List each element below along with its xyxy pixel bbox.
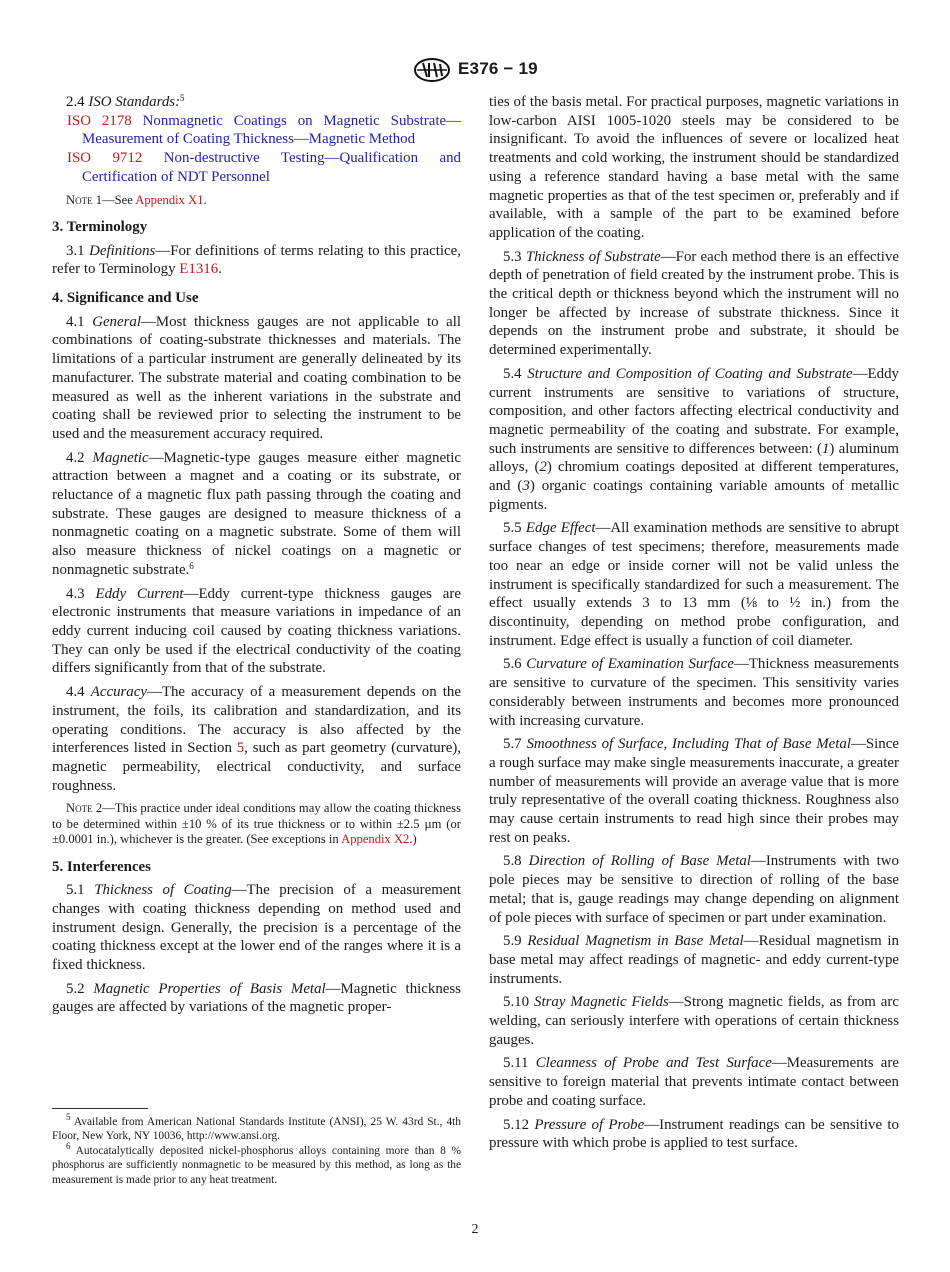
paragraph-5-10: 5.10 Stray Magnetic Fields—Strong magnetic fields, as from arc welding, can seriously interfere with operations of certain thickness gauges. — [489, 994, 899, 1048]
footnote-5: $^5$ Available from American National Standards Institute (ANSI), 25 W. 43rd St., 4th Floor, New York, NY 10036, http://www.ansi.org. — [52, 1112, 461, 1143]
paragraph-5-5: 5.5 Edge Effect—All examination methods are sensitive to abrupt surface changes of test specimens; therefore, measurements made too near an edge or inside corner will not be valid unless the instrument is specifically standardized for such a measurement. The effect usually extends 3 to 13 mm (⅛ to ½ in.) from the discontinuity, depending on method probe configuration, and instrument. Edge effect is usually a function of coil diameter. — [489, 520, 899, 649]
paragraph-5-2-continued: ties of the basis metal. For practical purposes, magnetic variations in low-carbon AISI 1005-1020 steels may be considered to be insignificant. To avoid the influences of severe or localized heat treatments and cold working, the instrument should be standardized using a reference standard having a base metal with the same magnetic properties as that of the test specimen or, preferably and if available, with a sample of the part to be examined before application of the coating. — [489, 94, 899, 241]
section-3-heading: 3. Terminology — [52, 218, 148, 235]
paragraph-3-1: 3.1 Definitions—For definitions of terms relating to this practice, refer to Terminology E1316. — [52, 242, 461, 278]
note-2: Note 2—This practice under ideal conditions may allow the coating thickness to be determined within ±10 % of its true thickness or to within ±2.5 µm (or ±0.0001 in.), whichever is the greater. (See exceptions in Appendix X2.) — [52, 801, 461, 847]
section-5-link[interactable]: 5 — [236, 740, 245, 757]
iso-ref-2178[interactable] — [52, 112, 461, 149]
paragraph-5-4: 5.4 Structure and Composition of Coating and Substrate—Eddy current instruments are sensitive to variations of structure, composition, and other factors affecting electrical conductivity and magnetic permeability of the coating and substrate. For example, such instruments are sensitive to differences between: (1) aluminum alloys, (2) chromium coatings deposited at different temperatures, and (3) organic coatings containing variable amounts of metallic pigments. — [489, 365, 900, 513]
paragraph-5-2: 5.2 Magnetic Properties of Basis Metal—Magnetic thickness gauges are affected by variations of the magnetic proper- — [52, 980, 461, 1016]
appendix-x1-link[interactable]: Appendix X1 — [135, 192, 204, 207]
appendix-x2-link[interactable]: Appendix X2 — [341, 832, 410, 847]
paragraph-5-7: 5.7 Smoothness of Surface, Including That of Base Metal—Since a rough surface may make single measurements inaccurate, a greater number of measurements will provide an average value that is more truly representative of the overall coating thickness. Roughness also may cause certain instruments to read high since their probes may rest on peaks. — [489, 736, 899, 846]
ref-title[interactable]: Non-destructive Testing—Qualification and Certification of NDT Personnel — [82, 150, 462, 185]
page-header — [0, 58, 950, 82]
footnote-6: $^6$ Autocatalytically deposited nickel-phosphorus alloys containing more than 8 % phosphorus are sufficiently nonmagnetic to be measured by this method, as long as the measurement is made prior to any heat treatment. — [52, 1140, 462, 1186]
section-4-heading: 4. Significance and Use — [52, 290, 199, 307]
page-number: 2 — [471, 1222, 479, 1237]
left-column — [52, 93, 461, 1022]
paragraph-5-6: 5.6 Curvature of Examination Surface—Thickness measurements are sensitive to curvature of the specimen. This sensitivity varies considerably between instruments and becomes more pronounced with increasing curvature. — [489, 656, 899, 729]
ref-title[interactable]: Nonmagnetic Coatings on Magnetic Substrate—Measurement of Coating Thickness—Magnetic Method — [82, 112, 461, 148]
paragraph-5-9: 5.9 Residual Magnetism in Base Metal—Residual magnetism in base metal may affect readings of magnetic- and eddy current-type instruments. — [489, 933, 899, 987]
ref-code[interactable]: ISO 9712 — [67, 150, 143, 167]
paragraph-4-3: 4.3 Eddy Current—Eddy current-type thickness gauges are electronic instruments that measure variations in impedance of an eddy current inducing coil caused by coating thickness variations. They can only be used if the electrical conductivity of the coating differs significantly from that of the substrate. — [52, 585, 461, 677]
e1316-link[interactable]: E1316 — [179, 261, 219, 278]
paragraph-5-11: 5.11 Cleanness of Probe and Test Surface—Measurements are sensitive to foreign material that prevents intimate contact between probe and coating surface. — [489, 1055, 899, 1109]
footnotes — [52, 1108, 461, 1187]
iso-ref-9712[interactable] — [52, 149, 461, 186]
ref-code[interactable]: ISO 2178 — [67, 112, 132, 129]
astm-logo-icon — [413, 58, 451, 82]
paragraph-4-2: 4.2 Magnetic—Magnetic-type gauges measure either magnetic attraction between a magnet and a coating or its substrate, or reluctance of a magnetic flux path passing through the coating and substrate. These gauges are designed to measure thickness of a nonmagnetic coating on a magnetic substrate. Some of them will also measure thickness of nickel coatings on a magnetic or nonmagnetic substrate.$^6$ — [52, 449, 461, 578]
paragraph-5-12: 5.12 Pressure of Probe—Instrument readings can be sensitive to pressure with which probe is applied to test surface. — [489, 1116, 899, 1152]
paragraph-4-4: 4.4 Accuracy—The accuracy of a measurement depends on the instrument, the foils, its calibration and standardization, and its operating conditions. The accuracy is also affected by the interferences listed in Section 5, such as part geometry (curvature), magnetic permeability, electrical conductivity, and surface roughness. — [52, 684, 461, 794]
iso-standards-heading: 2.4 ISO Standards:$^5$ — [66, 93, 185, 110]
paragraph-5-8: 5.8 Direction of Rolling of Base Metal—Instruments with two pole pieces may be sensitive to direction of rolling of the base metal; that is, gauge readings may change depending on alignment of pole pieces with surface of specimen or part under examination. — [489, 853, 899, 926]
section-5-heading: 5. Interferences — [52, 858, 151, 875]
note-1: Note 1—See Appendix X1. — [66, 192, 207, 207]
paragraph-4-1: 4.1 General—Most thickness gauges are not applicable to all combinations of coating-substrate thicknesses and materials. The limitations of a particular instrument are generally delineated by its manufacturer. The substrate material and coating combination to be measured as well as the inherent variations in the substrate and coating shall be reviewed prior to selecting the instrument to be used and the measurement accuracy required. — [52, 313, 461, 442]
document-id: E376 − 19 — [458, 59, 538, 78]
paragraph-5-3: 5.3 Thickness of Substrate—For each method there is an effective depth of penetration of field created by the instrument probe. This is the critical depth or thickness beyond which the instrument will no longer be affected by increase of substrate thickness. Since it depends on the instrument probe and substrate, it should be determined experimentally. — [489, 248, 899, 359]
right-column — [489, 93, 899, 1158]
paragraph-5-1: 5.1 Thickness of Coating—The precision of a measurement changes with coating thickness depending on method used and instrument design. Generally, the precision is a percentage of the coating thickness except at the lower end of the ranges where it is a fixed thickness. — [52, 882, 461, 974]
footnote-divider — [52, 1108, 148, 1109]
